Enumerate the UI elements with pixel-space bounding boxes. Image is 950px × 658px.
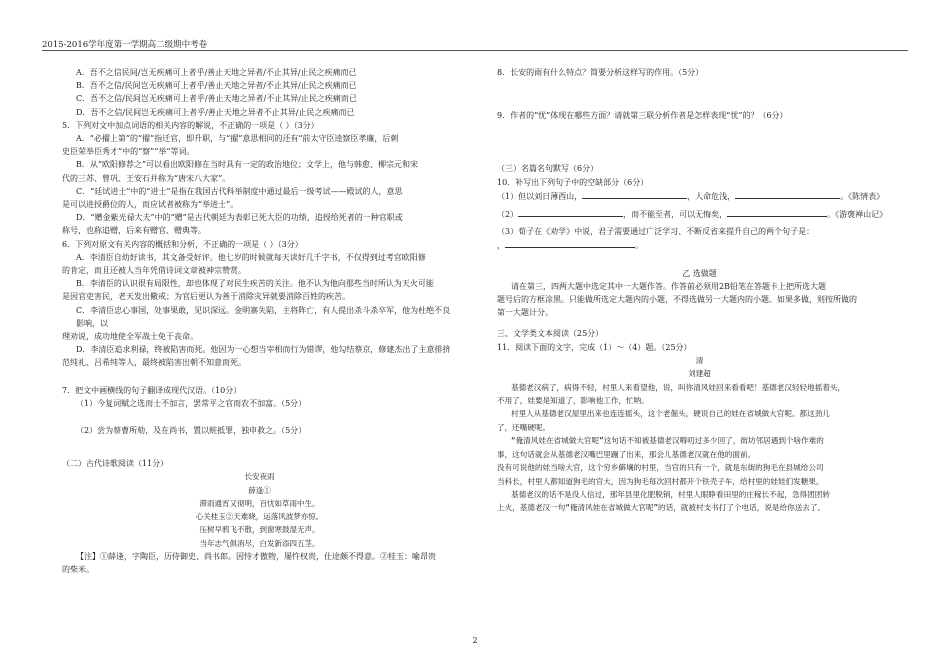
poem-note-line1: 【注】①薛逢，字陶臣，历侍御史、尚书郎。因恃才傲物，屡忤权贵，仕途颇不得意。②桂玉：喻昂贵 — [76, 551, 436, 561]
q5-option-b-line1: B．从“欧阳修荐之”可以看出欧阳修在当时具有一定的政治地位；文学上，他与韩愈、柳宗元和宋 — [76, 160, 419, 170]
question-10: 10．补写出下列句子中的空缺部分（6分） — [497, 177, 649, 187]
instruction-line-1: 请在第三，四两大题中选定其中一大题作答。作答前必须用2B铅笔在答题卡上把所选大题 — [511, 281, 826, 291]
q10-1-prefix: （1）但以刘日薄西山， — [497, 191, 583, 201]
q6-option-a-line1: A．李清臣自幼好读书，其文备受好评。他七岁的时候就每天读好几千字书，不仅得到过考官欧阳修 — [76, 252, 426, 262]
story-line: 村里人从基德老汉屋里出来也连连摇头，这个老倔头，硬说自己的娃在省城做大官呢。都这劲儿 — [511, 409, 830, 419]
q5-option-c-line1: C．“廷试进士”中的“进士”是指在我国古代科举制度中通过最后一级考试——殿试的人，意思 — [76, 186, 403, 196]
q5-option-a-line1: A．“必擢上第”的“擢”指迁官，即升职，与“擢”意思相同的还有“前太守臣逵察臣孝廉，后刺 — [76, 134, 399, 144]
poem-title: 长安夜雨 — [244, 472, 275, 482]
question-9: 9．作者的“忧”体现在哪些方面？请就第三联分析作者是怎样表现“忧”的？（6分） — [497, 111, 788, 121]
q5-option-a-line2: 史臣荣举臣秀才”中的“察”“举”等词。 — [62, 147, 195, 157]
q4-option-c: C．吾不之信/民间岂无疾痛可上者乎/善止天地之异者/不止其异/止民之疾痛而已 — [76, 94, 357, 104]
poem-line-1: 滞雨通宵又彻明，百忧如草雨中生。 — [199, 498, 320, 508]
section-recitation-heading: （三）名篇名句默写（6分） — [497, 164, 599, 174]
q10-1-middle: ，人命危浅， — [687, 191, 736, 201]
question-11: 11．阅读下面的文字，完成（1）～（4）题。（25分） — [497, 342, 692, 352]
q10-2-suffix: 。《游褒禅山记》 — [827, 210, 888, 220]
q10-1-suffix: 。《陈情表》 — [840, 191, 885, 201]
poem-note-line2: 的柴米。 — [62, 564, 94, 574]
page-number: 2 — [472, 636, 478, 645]
q10-2-prefix: （2） — [497, 210, 519, 220]
story-title: 清 — [695, 355, 704, 365]
q5-option-c-line2: 是可以进授爵位的人，而应试者被称为“举进士”。 — [62, 200, 239, 210]
page-header: 2015-2016学年度第一学期高二级期中考卷 — [42, 40, 208, 50]
q10-1-blank-b[interactable] — [735, 189, 840, 199]
q10-part-3-answer: ， 。 — [497, 238, 902, 252]
story-line: 基德老汉的话不是没人信过，那年县里化肥脱销，村里人眼睁看田里的庄稼长不起，急得团团转 — [511, 489, 830, 499]
story-line: 事，这句话就会从基德老汉嘴巴里蹦了出来，那会儿基德老汉就在他的面前。 — [497, 449, 756, 459]
q4-option-d: D．吾不之信/民间岂无疾痛可上者乎/善止天地之异者不止其异/止民之疾痛而已 — [76, 107, 355, 117]
poem-line-2: 心关桂玉②天难晓，运落风波梦亦惊。 — [195, 512, 324, 522]
header-rule — [42, 50, 908, 51]
question-6: 6．下列对原文有关内容的概括和分析，不正确的一项是（ ）（3分） — [62, 239, 303, 249]
poem-line-3: 压树早鸦飞不散，到窗寒鼓湿无声。 — [199, 525, 320, 535]
section-poetry-heading: （二）古代诗歌阅读（11分） — [62, 459, 169, 469]
q6-option-d-line1: D．李清臣追求利禄，终被陷害而死。他因为一心想当宰相而行为错谬，他勾结蔡京，修建杰出了主意排挤 — [76, 345, 451, 355]
section-literary-heading: 三、文学类文本阅读（25分） — [497, 329, 604, 339]
q10-2-blank-b[interactable] — [727, 207, 827, 217]
q10-part-2 — [497, 207, 902, 221]
q7-part-2: （2）尝为蔡曹所劾，及在尚书，置以赃抵罪，独申救之。（5分） — [76, 426, 307, 436]
q6-option-a-line2: 的肯定，而且还被人当年凭借诗词文章被神宗赞赏。 — [62, 266, 246, 276]
q10-2-middle: ，而不能至者，可以无悔矣， — [623, 210, 728, 220]
q5-option-d-line1: D．“赠金紫光禄大夫”中的“赠”是古代朝廷为表彰已死大臣的功绩，追授给死者的一种官职或 — [76, 213, 403, 223]
story-line: 基德老汉病了，病得不轻，村里人来看望他，说，叫你清风娃回来看看吧！基德老汉轻轻地摇着头， — [511, 382, 846, 392]
story-body — [497, 381, 902, 515]
q10-part-1 — [497, 189, 902, 203]
q5-option-b-line2: 代的三苏、曾巩、王安石并称为“唐宋八大家”。 — [62, 173, 231, 183]
question-8: 8．长安的雨有什么特点？简要分析这样写的作用。（5分） — [497, 68, 704, 77]
story-line: “俺清风娃在省城做大官呢”这句话不知被基德老汉嘚叨过多少回了，街坊邻居遇到个啥作难的 — [511, 436, 824, 446]
q6-option-c-line2: 理劝说，成功地使全军战士免于丧命。 — [62, 332, 198, 342]
right-column — [497, 66, 902, 515]
question-5: 5．下列对文中加点词语的相关内容的解说，不正确的一项是（ ）（3分） — [62, 120, 319, 130]
q5-option-d-line2: 称号，也称追赠，后来有赠官、赠典等。 — [62, 226, 206, 236]
story-author: 刘建超 — [688, 369, 711, 379]
story-line: 没有可说他的娃当啥大官，这个穷乡僻壤的村里，当官的只有一个，就是东街的狗毛在县城给公司 — [497, 463, 824, 473]
part-b-heading: 乙 选做题 — [682, 268, 717, 278]
q4-option-a: A．吾不之信民间/岂无疾痛可上者乎/善止天地之异者/不止其异/止民之疾痛而已 — [76, 68, 357, 77]
q10-1-blank-a[interactable] — [582, 189, 687, 199]
q10-3-blank[interactable] — [505, 238, 635, 248]
story-line: 了，还嘴硬呢。 — [497, 422, 551, 432]
q7-part-1: （1）今复词赋之选而士不加言，罢常平之官而农不加富。（5分） — [76, 398, 307, 408]
q10-2-blank-a[interactable] — [518, 207, 623, 217]
q6-option-b-line2: 是因官吏害民，老天发出儆戒；为官后更认为善于消除灾异就要消除百姓的疾苦。 — [62, 292, 350, 302]
story-line: 上火，基德老汉一句“俺清风娃在省城做大官呢”的话，就被村支书打了个电话，说是给你送去了。 — [497, 503, 826, 513]
story-line: 当科长，村里人都知道狗毛的官大，因为狗毛每次回村都开个铁壳子车，给村里的娃娃们发糖果。 — [497, 476, 824, 486]
q6-option-b-line1: B．李清臣的认识很有局限性，却也体现了对民生疾苦的关注。他不认为他向那些当时所认为天火可能 — [76, 279, 434, 289]
poem-line-4: 当年志气俱消尽，白发新添四五茎。 — [199, 538, 320, 548]
story-line: 不用了，娃要是知道了，影响他工作，忙呐。 — [497, 396, 649, 406]
q4-option-b: B．吾不之信/民间岂无疾痛可上者乎/善止天地之异者/不止其异/止民之疾痛而已 — [76, 81, 357, 91]
instruction-line-2: 题号后的方框涂黑。只能做所选定大题内的小题，不得选做另一大题内的小题。如果多做，则按所做的 — [497, 295, 857, 305]
poem-author: 薛逢① — [248, 485, 271, 495]
q10-3-suffix: 。 — [635, 241, 643, 251]
q10-part-3: （3）荀子在《劝学》中说，君子需要通过广泛学习、不断反省来提升自己的两个句子是： — [497, 227, 815, 237]
q6-option-c-line1: C．李清臣忠心事国，处事果敢，见识深远。金明寨失陷，主将阵亡，有人提出杀斗杀卒军，他为杜绝不良影响，以 — [76, 305, 451, 328]
instruction-line-3: 第一大题计分。 — [497, 308, 553, 318]
left-column — [62, 66, 457, 576]
q6-option-d-line2: 范纯礼、吕希纯等人，最终被陷害出朝不知意而死。 — [62, 358, 246, 368]
question-7: 7．把文中画横线的句子翻译成现代汉语。（10分） — [62, 385, 242, 395]
